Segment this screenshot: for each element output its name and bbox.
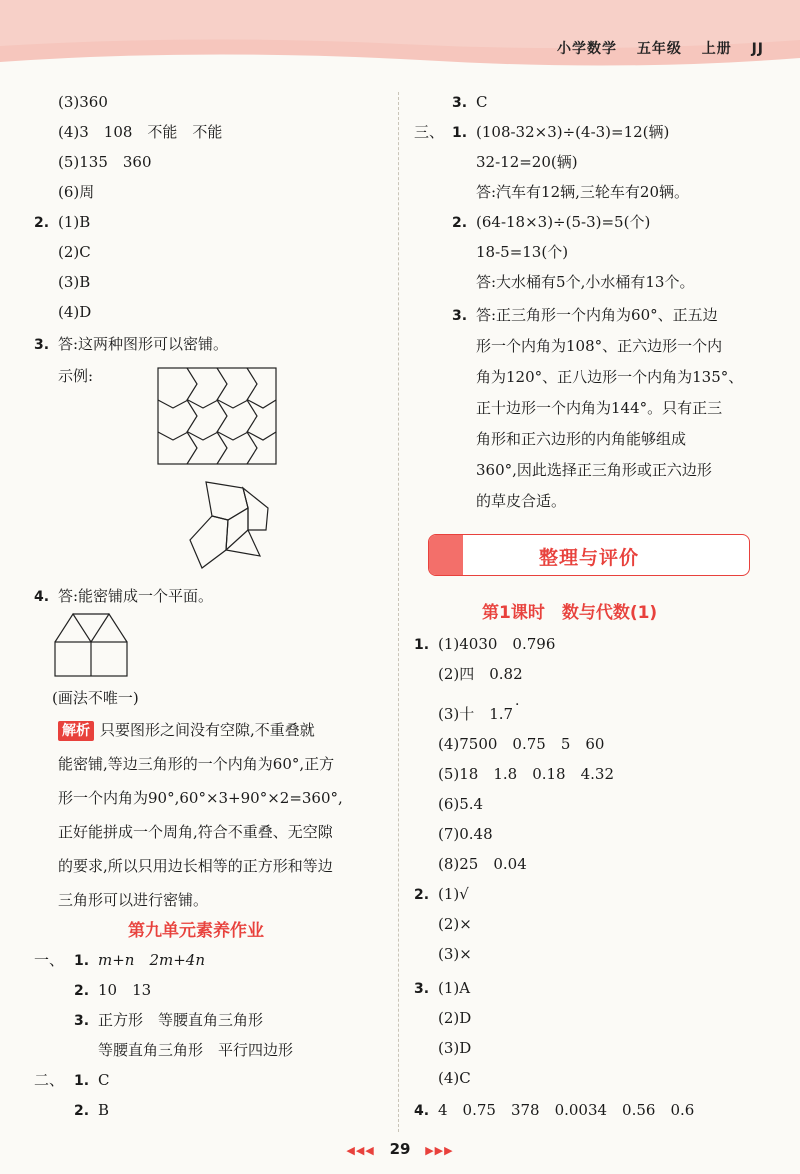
question-number: 3. bbox=[34, 337, 50, 353]
answer-line: 10 13 bbox=[98, 981, 152, 999]
question-number: 1. bbox=[452, 125, 468, 141]
answer-line: (5)18 1.8 0.18 4.32 bbox=[438, 765, 614, 783]
answer-line: 答:大水桶有5个,小水桶有13个。 bbox=[476, 273, 695, 291]
analysis-line: 三角形可以进行密铺。 bbox=[58, 891, 209, 909]
answer-line: (3)D bbox=[438, 1039, 472, 1057]
analysis-text: 只要图形之间没有空隙,不重叠就 bbox=[100, 721, 315, 739]
section-marker: 二、 bbox=[34, 1071, 65, 1089]
section-marker: 三、 bbox=[414, 123, 445, 141]
repeating-decimal-dot: · bbox=[515, 697, 520, 713]
answer-line: 等腰直角三角形 平行四边形 bbox=[98, 1041, 294, 1059]
answer-line: 4 0.75 378 0.0034 0.56 0.6 bbox=[438, 1101, 695, 1119]
column-divider bbox=[398, 92, 399, 1132]
question-number: 3. bbox=[74, 1013, 90, 1029]
house-figure bbox=[52, 610, 132, 678]
answer-line: (2)C bbox=[58, 243, 91, 261]
answer-line: (64-18×3)÷(5-3)=5(个) bbox=[476, 213, 651, 231]
answer-line: 角为120°、正八边形一个内角为135°、 bbox=[476, 368, 744, 386]
answer-line: (3)B bbox=[58, 273, 91, 291]
question-number: 4. bbox=[414, 1103, 430, 1119]
unit-title: 第九单元素养作业 bbox=[128, 921, 264, 941]
banner-title: 整理与评价 bbox=[538, 547, 639, 569]
answer-line: 答:这两种图形可以密铺。 bbox=[58, 335, 229, 353]
answer-line: (3)× bbox=[438, 945, 472, 963]
answer-line: 正方形 等腰直角三角形 bbox=[98, 1011, 264, 1029]
question-number: 3. bbox=[452, 308, 468, 324]
analysis-line: 能密铺,等边三角形的一个内角为60°,正方 bbox=[58, 755, 335, 773]
header-band bbox=[0, 0, 800, 70]
question-number: 1. bbox=[414, 637, 430, 653]
left-arrows-icon: ◀◀◀ bbox=[346, 1144, 375, 1157]
answer-line: 角形和正六边形的内角能够组成 bbox=[476, 430, 687, 448]
question-number: 2. bbox=[74, 983, 90, 999]
analysis-tag: 解析 bbox=[58, 721, 94, 741]
header-volume: 上册 bbox=[701, 41, 732, 57]
answer-line: (1)√ bbox=[438, 885, 469, 903]
analysis-line: 正好能拼成一个周角,符合不重叠、无空隙 bbox=[58, 823, 333, 841]
lesson-title: 第1课时 数与代数(1) bbox=[482, 603, 658, 623]
answer-line: C bbox=[98, 1071, 110, 1089]
answer-line: (1)A bbox=[438, 979, 471, 997]
answer-line: 32-12=20(辆) bbox=[476, 153, 578, 171]
note-text: (画法不唯一) bbox=[52, 689, 139, 707]
answer-line: (108-32×3)÷(4-3)=12(辆) bbox=[476, 123, 670, 141]
page-number: 29 bbox=[389, 1140, 411, 1158]
answer-line: (5)135 360 bbox=[58, 153, 152, 171]
header-edition: JJ bbox=[751, 41, 764, 57]
question-number: 2. bbox=[452, 215, 468, 231]
pentagon-tessellation-figure bbox=[188, 478, 273, 574]
answer-line: (1)B bbox=[58, 213, 91, 231]
answer-line: (3)十 1.7 bbox=[438, 705, 514, 723]
analysis-line bbox=[58, 720, 315, 741]
analysis-line: 的要求,所以只用边长相等的正方形和等边 bbox=[58, 857, 333, 875]
answer-line: 的草皮合适。 bbox=[476, 492, 567, 510]
answer-line: 360°,因此选择正三角形或正六边形 bbox=[476, 461, 712, 479]
example-label: 示例: bbox=[58, 367, 94, 385]
question-number: 1. bbox=[74, 1073, 90, 1089]
answer-line: (4)7500 0.75 5 60 bbox=[438, 735, 605, 753]
question-number: 1. bbox=[74, 953, 90, 969]
answer-line: C bbox=[476, 93, 488, 111]
header-info bbox=[543, 38, 764, 58]
answer-line: 答:正三角形一个内角为60°、正五边 bbox=[476, 306, 718, 324]
answer-line: (2)四 0.82 bbox=[438, 665, 523, 683]
answer-line: B bbox=[98, 1101, 110, 1119]
question-number: 3. bbox=[452, 95, 468, 111]
answer-line: (3)360 bbox=[58, 93, 108, 111]
right-arrows-icon: ▶▶▶ bbox=[425, 1144, 454, 1157]
chevron-tessellation-figure bbox=[155, 366, 280, 468]
question-number: 2. bbox=[74, 1103, 90, 1119]
section-banner bbox=[428, 534, 750, 576]
section-marker: 一、 bbox=[34, 951, 65, 969]
answer-line: 答:汽车有12辆,三轮车有20辆。 bbox=[476, 183, 689, 201]
answer-line: (6)5.4 bbox=[438, 795, 484, 813]
answer-line: (4)D bbox=[58, 303, 92, 321]
answer-line: 18-5=13(个) bbox=[476, 243, 569, 261]
answer-line: (7)0.48 bbox=[438, 825, 493, 843]
answer-line: (4)C bbox=[438, 1069, 471, 1087]
header-grade: 五年级 bbox=[636, 41, 682, 57]
question-number: 2. bbox=[414, 887, 430, 903]
question-number: 4. bbox=[34, 589, 50, 605]
answer-line: 形一个内角为108°、正六边形一个内 bbox=[476, 337, 723, 355]
question-number: 2. bbox=[34, 215, 50, 231]
page-footer bbox=[0, 1140, 800, 1158]
answer-line: (6)周 bbox=[58, 183, 95, 201]
answer-line: (2)× bbox=[438, 915, 472, 933]
answer-line: (4)3 108 不能 不能 bbox=[58, 123, 223, 141]
header-subject: 小学数学 bbox=[556, 41, 617, 57]
answer-line: (2)D bbox=[438, 1009, 472, 1027]
answer-line: m+n 2m+4n bbox=[98, 951, 205, 969]
answer-line: 正十边形一个内角为144°。只有正三 bbox=[476, 399, 723, 417]
answer-line: 答:能密铺成一个平面。 bbox=[58, 587, 214, 605]
analysis-line: 形一个内角为90°,60°×3+90°×2=360°, bbox=[58, 789, 343, 807]
answer-line: (1)4030 0.796 bbox=[438, 635, 556, 653]
answer-line: (8)25 0.04 bbox=[438, 855, 527, 873]
question-number: 3. bbox=[414, 981, 430, 997]
